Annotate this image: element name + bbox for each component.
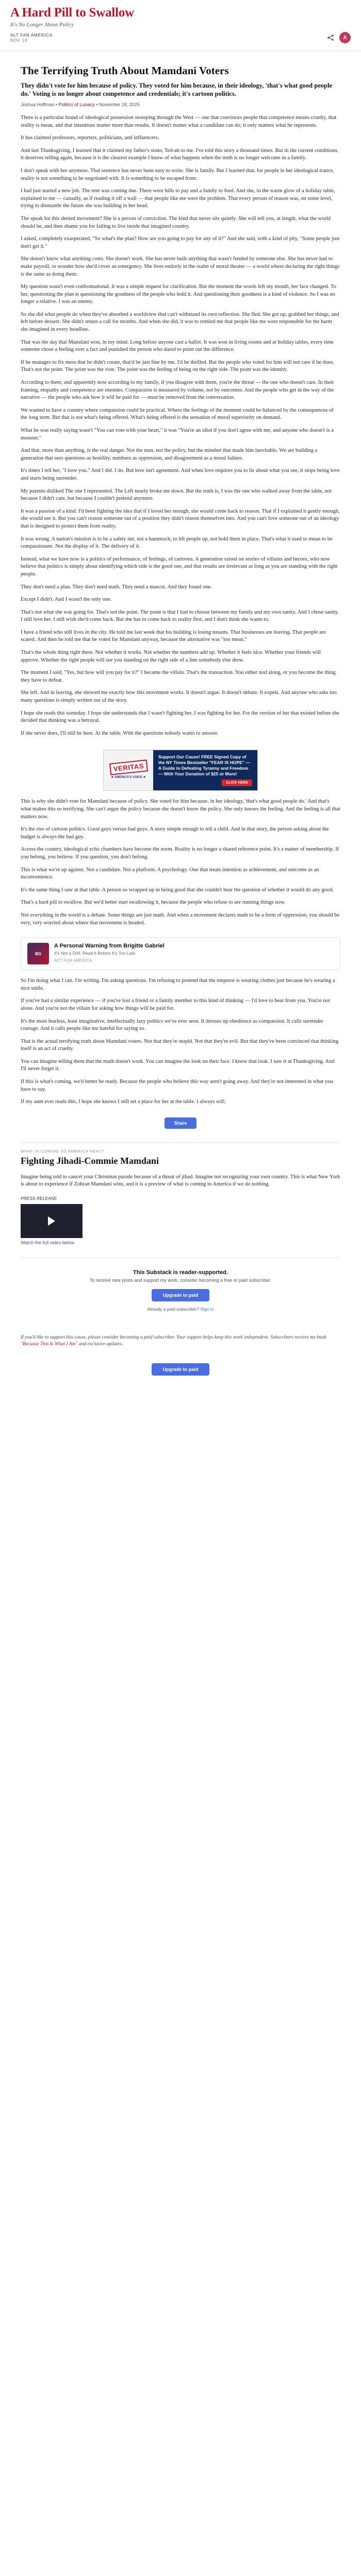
body-paragraph: It was wrong. A nation's mission is to be a safety net, not a hammock; to lift people up, not hold them in place. That's what it used to mean to be compassionate. Not the display of it. The delivery of it. bbox=[21, 536, 333, 550]
body-paragraph: If this is what's coming, we'd better be ready. Because the people who believe this way aren't going away. And they're not interested in what you have to say. bbox=[21, 1079, 333, 1092]
meta-date: November 18, 2025 bbox=[99, 102, 140, 107]
body-paragraph: Not everything in the world is a debate. Some things are just math. And when a movement declares math to be a form of oppression, you should be very, very worried about where that movement is headed. bbox=[21, 912, 340, 926]
article-dek: They didn't vote for him because of policy. They voted for him because, in their ideology, 'that's what good people do.' Voting is no longer about competence and credentials; it's cartoon politics. bbox=[21, 82, 332, 97]
footer-note-suffix: and exclusive updates. bbox=[77, 1342, 123, 1347]
meta-separator: • bbox=[54, 102, 59, 107]
body-paragraph: If my aunt ever reads this, I hope she knows I still set a place for her at the table. I always will. bbox=[21, 1099, 226, 1105]
body-paragraph: According to them, and apparently now according to my family, if you disagree with them, you're the threat — the one who doesn't care. In their framing, empathy and competence are enemies. Compassion is measured by volume, not by outcomes. And the people who get in the way of the narrative — the people who ask how it will be paid for — must be removed from the conversation. bbox=[21, 380, 334, 401]
body-paragraph: That's the whole thing right there. Not whether it works. Not whether the numbers add up. Whether it feels nice. Whether your friends will approve. Whether the right people will see you standing on the right side of a line somebody else drew. bbox=[21, 650, 321, 663]
body-paragraph: And that, more than anything, is the real danger. Not the man, not the policy, but the mindset that made him inevitable. We are building a generation that sees questions as hostility, numbers as oppression, and disagreement as a moral failure. bbox=[21, 448, 318, 461]
body-paragraph: It's the most fearless, least imaginative, intellectually lazy politics we've ever seen. It dresses up obedience as compassion. It calls surrender courage. And it calls people like me hateful for saying so. bbox=[21, 1018, 323, 1032]
subscribe-paywall bbox=[21, 1258, 340, 1325]
post-date: NOV 18 bbox=[10, 38, 28, 43]
body-paragraph: The speak for this denied movement? She is a person of conviction. The kind that never sits quietly. She will tell you, at length, what the world should be, and then shame you for failing to live inside that imagined country. bbox=[21, 215, 331, 229]
embed-title: A Personal Warning from Brigitte Gabriel bbox=[54, 943, 165, 950]
ad-badge: VERITAS bbox=[109, 760, 148, 775]
body-paragraph: It has claimed professors, reporters, politicians, and influencers. bbox=[21, 135, 159, 141]
next-post bbox=[21, 1142, 340, 1245]
byline-row bbox=[10, 32, 351, 43]
body-paragraph: Instead, what we have now is a politics of performance, of feelings, of cartoons. A generation raised on stories of villains and heroes, who now believe that politics is simply about identifying which side is the good one, and that results are irrelevant as long as you are standing with the right people. bbox=[21, 556, 338, 577]
publication-title[interactable]: A Hard Pill to Swallow bbox=[10, 6, 135, 20]
footer-note-text: If you'd like to support this cause, please consider becoming a paid subscriber. Your support helps keep this work independent. Subscribers receive my book bbox=[21, 1335, 326, 1341]
footer-book-link[interactable]: "Because This Is What I Am" bbox=[21, 1342, 78, 1347]
article-body-final bbox=[21, 977, 340, 1106]
embedded-post-card[interactable] bbox=[21, 937, 340, 970]
body-paragraph: She doesn't know what anything costs. She doesn't work. She has never built anything that wasn't funded by someone else. She has never had to make payroll, or wonder how she'd cover an emergency. She lives entirely in the realm of moral theater — a world where declaring the right things is the same as doing them. bbox=[21, 256, 340, 277]
ad-text: Support Our Cause! FREE Signed Copy of the NY Times Bestseller "FEAR IS HOPE" — A Guide to Defeating Tyranny and Freedom — With Your Donation of $25 or More! bbox=[158, 754, 250, 777]
next-post-body: Imagine being told to cancel your Christmas parade because of a threat of jihad. Imagine not recognizing your own country. This is what New York is about to experience if Zohran Mamdani wins, and it is a preview of what is coming to America if we do nothing. bbox=[21, 1174, 340, 1188]
body-paragraph: This is what we're up against. Not a candidate. Not a platform. A psychology. One that treats intention as achievement, and outcome as an inconvenience. bbox=[21, 867, 319, 880]
byline-actions bbox=[327, 32, 351, 43]
embed-text bbox=[54, 943, 165, 964]
body-paragraph: What he was really saying wasn't "You can vote with your heart," it was "You're an idiot if you don't agree with me, and anyone who doesn't is a monster." bbox=[21, 428, 334, 441]
author-name[interactable]: ALT FAN AMERICA bbox=[10, 33, 53, 38]
body-paragraph: It's the same thing I saw at that table. A person so wrapped up in being good that she couldn't bear the question of whether it would do any good. bbox=[21, 887, 334, 893]
signin-link[interactable]: Sign in bbox=[200, 1307, 214, 1312]
byline bbox=[10, 32, 53, 43]
embed-thumbnail: BG bbox=[27, 943, 49, 964]
publication-subtitle: It's No Longer About Policy bbox=[10, 22, 74, 28]
body-paragraph: I hope she reads this someday. I hope she understands that I wasn't fighting her. I was fighting for her. For the version of her that existed before she decided that thinking was a betrayal. bbox=[21, 710, 339, 724]
body-paragraph: That's a hard pill to swallow. But we'd better start swallowing it, because the people who refuse to are running things now. bbox=[21, 900, 286, 906]
body-paragraph: That's not what she was going for. That's not the point. The point is that I had to choose between my family and my own sanity. And I chose sanity. I still love her. I still wish she'd come back. But she has to come back to reality first, and I don't think she wants to. bbox=[21, 609, 339, 623]
ad-logo bbox=[104, 750, 153, 790]
footer-subscribe bbox=[21, 1357, 340, 1391]
meta-separator-2: • bbox=[94, 102, 99, 107]
body-paragraph: It's the rise of cartoon politics. Good guys versus bad guys. A story simple enough to tell a child. And in that story, the person asking about the budget is always the bad guy. bbox=[21, 826, 329, 840]
press-caption: Watch the full video below bbox=[21, 1240, 75, 1246]
body-paragraph: My question wasn't even confrontational. It was a simple request for clarification. But the moment the words left my mouth, her face changed. To her, questioning the plan is questioning the goodness of the people who hold it. And questioning their goodness is a kind of violence. So I was no longer a relative. I was an enemy. bbox=[21, 284, 336, 305]
meta-author: Joshua Hoffman bbox=[21, 102, 55, 107]
body-paragraph: That is the actual terrifying truth about Mamdani voters. Not that they're stupid. Not that they're evil. But that they've been convinced that thinking itself is an act of cruelty. bbox=[21, 1038, 339, 1052]
embed-description: It's Not a Drill. Read it Before It's Too Late. bbox=[54, 951, 137, 956]
meta-section-link[interactable]: Politics of Lunacy bbox=[58, 102, 95, 107]
body-paragraph: The moment I said, "Yes, but how will you pay for it?" I became the villain. That's the transaction. You either nod along, or you become the thing they have to defeat. bbox=[21, 670, 336, 683]
body-paragraph: My parents disliked The one I represented. The Left nearly broke me down. But the truth is, I was the one who walked away from the table, not because I didn't care, but because I couldn't pretend anymore. bbox=[21, 488, 332, 502]
video-thumbnail[interactable] bbox=[21, 1204, 83, 1238]
body-paragraph: If he manages to fix mess that he didn't create, that'd be just fine by me. I'd be thrilled. But the people who voted for him will not care if he does. That's not the point. The point was the vote. The point was the feeling of being on the right side. The point was the identity. bbox=[21, 359, 334, 373]
body-paragraph: I have a friend who still lives in the city. He told me last week that his building is losing tenants. That businesses are leaving. That people are scared. And then he told me that he voted for Mamdani anyway, because the alternative was "too mean." bbox=[21, 629, 326, 643]
body-paragraph: It was a passion of a kind. I'd been fighting the idea that if I loved her enough, she would come back to reason. That if I explained it gently enough, she would see it. But you can't reason someone out of a position they didn't reason themselves into. And you can't love someone out of an ideology that is designed to protect them from reality. bbox=[21, 508, 340, 529]
paywall-title: This Substack is reader-supported. bbox=[133, 1269, 228, 1276]
article-title: The Terrifying Truth About Mamdani Voters bbox=[21, 64, 229, 77]
body-paragraph: They don't need a plan. They don't need math. They need a mascot. And they found one. bbox=[21, 584, 212, 590]
share-button-row bbox=[21, 1117, 340, 1129]
body-paragraph: Across the country, ideological echo chambers have become the norm. Reality is no longer a shared reference point. It's a matter of membership. If you belong, you believe. If you question, you don't belong. bbox=[21, 846, 339, 860]
share-icon[interactable] bbox=[327, 34, 334, 41]
publication-header bbox=[0, 0, 361, 51]
article-body bbox=[21, 114, 340, 737]
body-paragraph: So she did what people do when they've absorbed a worldview that can't withstand its own reflection. She fled. She got up, grabbed her things, and left before dessert. She didn't return a call for months. And when she did, it was to remind me that people like me were responsible for the harm she imagined in every headline. bbox=[21, 311, 339, 333]
body-paragraph: If she never does, I'll still be here. At the table. With the questions nobody wants to answer. bbox=[21, 730, 218, 736]
ad-cta-button[interactable]: CLICK HERE bbox=[222, 779, 252, 786]
press-release-label: PRESS RELEASE bbox=[21, 1196, 57, 1201]
signin-line bbox=[21, 1307, 340, 1312]
play-icon[interactable] bbox=[48, 1216, 55, 1226]
footer-upgrade-button[interactable]: Upgrade to paid bbox=[152, 1363, 210, 1376]
body-paragraph: You can imagine telling them that the math doesn't work. You can imagine the look on their face. I know that look. I saw it at Thanksgiving. And I'll never forget it. bbox=[21, 1058, 335, 1072]
body-paragraph: It's times I tell her, "I love you." And I did. I do. But love isn't agreement. And when love requires you to lie about what you see, it stops being love and starts being surrender. bbox=[21, 468, 340, 481]
body-paragraph: She left. And in leaving, she showed me exactly how this movement works. It doesn't argue. It doesn't debate. It expels. And anyone who asks too many questions is simply written out of the story. bbox=[21, 690, 337, 704]
body-paragraph: That was the day that Mamdani won, in my mind. Long before anyone cast a ballot. It was won in living rooms and at holiday tables, every time someone chose a feeling over a fact and punished the person who dared to point out the difference. bbox=[21, 339, 334, 353]
body-paragraph: This is why she didn't vote for Mamdani because of policy. She voted for him because, in her ideology, 'that's what good people do.' And that's what makes this so terrifying. She can't argue the policy because she doesn't know the policy. She only knows the feeling. And the feeling is all that matters now. bbox=[21, 799, 340, 820]
paywall-subtitle: To receive new posts and support my work, consider becoming a free or paid subscriber. bbox=[89, 1278, 272, 1283]
body-paragraph: I had just started a new job. The rent was coming due. There were bills to pay and a family to feed. And she, in the warm glow of a holiday table, explained to me — casually, as if reading it off a wall — that people like me were the problem. That every person of reason was, on some level, trying to dismantle the future she was building in her head. bbox=[21, 188, 335, 209]
body-paragraph: So I'm doing what I can. I'm writing. I'm asking questions. I'm refusing to pretend that the emperor is wearing clothes just because he's wearing a nice smile. bbox=[21, 978, 335, 991]
embed-publication: ACT FOR AMERICA bbox=[54, 958, 92, 963]
body-paragraph: Except I didn't. And I wasn't the only one. bbox=[21, 597, 112, 603]
body-paragraph: We wanted to have a country where compassion could be practical. Where the feelings of the moment could be balanced by the consequences of the long term. But that is not what's being offered. What's being offered is the sensation of moral superiority on demand. bbox=[21, 407, 334, 421]
ad-content bbox=[153, 750, 257, 790]
footer-note bbox=[21, 1325, 340, 1357]
body-paragraph: And last Thanksgiving, I learned that it claimed my father's sister, Ted-ah to me. I've told this story a thousand times. But in the current conditions, it deserves telling again, because it is the clearest example I know of what happens when the truth is no longer welcome in a family. bbox=[21, 147, 339, 161]
next-post-title[interactable]: Fighting Jihadi-Commie Mamdani bbox=[21, 1155, 159, 1166]
article-meta bbox=[21, 102, 340, 107]
ad-badge-sub: ★ AMERICA'S VOICE ★ bbox=[111, 776, 146, 779]
next-post-kicker: WHAT IS COMING TO AMERICA NEXT? bbox=[21, 1148, 105, 1154]
body-paragraph: There is a particular brand of ideological possession sweeping through the West — one that convinces people that competence means cruelty, that reality is mean, and that intentions matter more than results. It doesn't matter what a candidate can do; it only matters what he represents. bbox=[21, 115, 337, 128]
upgrade-button[interactable]: Upgrade to paid bbox=[152, 1289, 210, 1301]
article-body-continued bbox=[21, 798, 340, 927]
signin-prefix: Already a paid subscriber? bbox=[147, 1307, 201, 1312]
article bbox=[0, 51, 361, 1391]
avatar[interactable]: A bbox=[339, 32, 351, 43]
body-paragraph: I asked, completely exasperated, "So what's the plan? How are you going to pay for any of it?" And she said, with a kind of pity, "Some people just don't get it." bbox=[21, 236, 340, 249]
donation-ad[interactable] bbox=[103, 750, 258, 791]
body-paragraph: I don't speak with her anymore. That sentence has never been easy to write. She is family. But I learned that, for people in her ideological trance, reality is not something to be negotiated with. It is something to be escaped from. bbox=[21, 167, 334, 181]
body-paragraph: If you've had a similar experience — if you've lost a friend or a family member to this kind of thinking — I'd love to hear from you. You're not alone. And you're not the villain for asking how things will be paid for. bbox=[21, 998, 330, 1011]
share-button[interactable]: Share bbox=[165, 1117, 196, 1129]
